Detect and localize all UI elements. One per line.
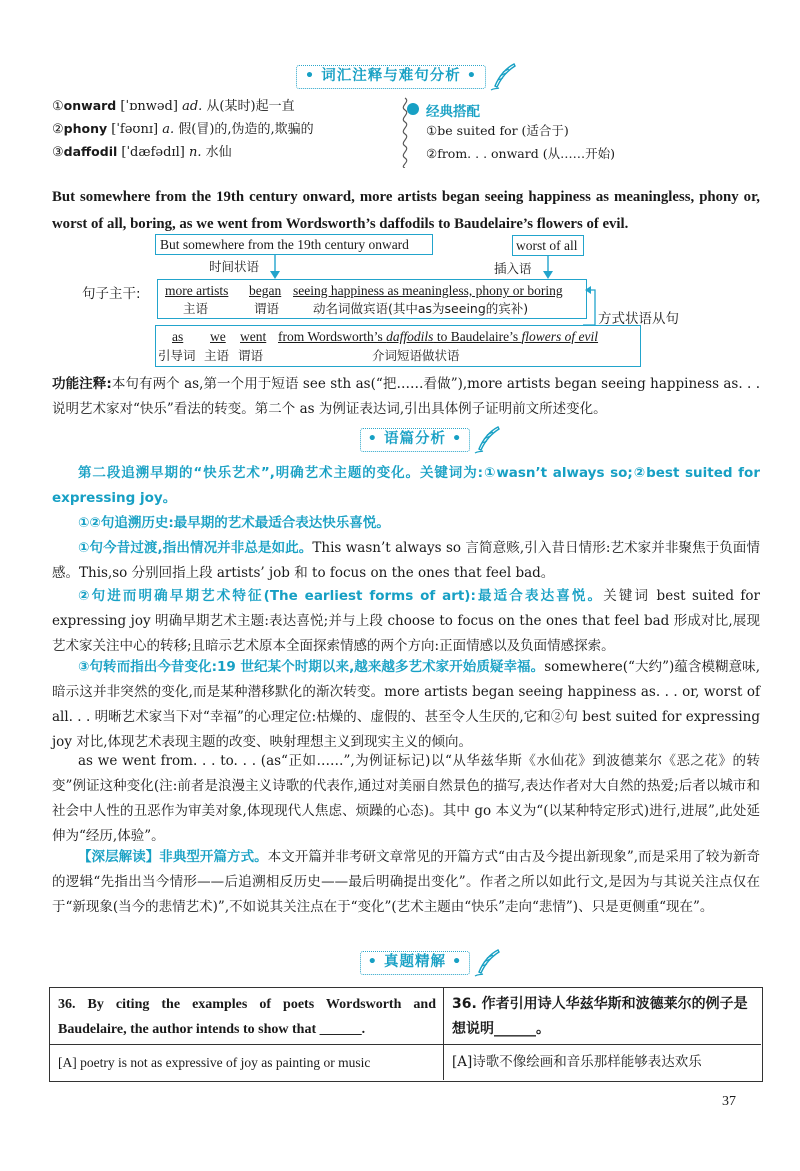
object-label: 动名词做宾语(其中as为seeing的宾补) — [313, 301, 529, 316]
went-label: 谓语 — [238, 348, 264, 363]
verb-text: began — [249, 283, 282, 298]
discourse-p6: 【深层解读】非典型开篇方式。本文开篇并非考研文章常见的开篇方式“由古及今提出新现象”,而是采用了较为新奇的逻辑“先指出当今情形——后追溯相反历史——最后明确提出变化”。作者之所以如此行文,是因为与其说关注点仅在于“新现象(当今的悲情艺术)”,不如说其关注点在于“变化”(艺术主题由“快乐”走向“悲情”)、只是更侧重“现在”。 — [52, 849, 761, 915]
table-vertical-divider — [443, 988, 444, 1080]
subject-text: more artists — [165, 283, 229, 298]
question-section-header — [0, 948, 800, 978]
collocation-title: 经典搭配 — [426, 104, 480, 120]
question-en: 36. By citing the examples of poets Wordsworth and Baudelaire, the author intends to show that ______. — [58, 997, 436, 1037]
discourse-intro: 第二段追溯早期的“快乐艺术”,明确艺术主题的变化。关键词为:①wasn’t always so;②best suited for expressing joy。 — [52, 465, 760, 506]
subject-label: 主语 — [183, 301, 209, 316]
vocab-item: ②phony [ˈfəʊnɪ] a. 假(冒)的,伪造的,欺骗的 — [52, 121, 314, 137]
time-adverbial-text: But somewhere from the 19th century onward — [160, 237, 409, 252]
vocab-section-title: • 词汇注释与难句分析 • — [296, 65, 486, 89]
adverbial-clause-label: 方式状语从句 — [598, 311, 679, 327]
question-section-title: • 真题精解 • — [360, 951, 470, 975]
object-text: seeing happiness as meaningless, phony or boring — [293, 283, 563, 298]
answer-option-en: [A] poetry is not as expressive of joy as painting or music — [58, 1055, 371, 1070]
table-horizontal-divider — [50, 1044, 761, 1045]
went-text: went — [240, 329, 267, 344]
we-label: 主语 — [204, 348, 230, 363]
quill-pen-icon — [472, 425, 502, 455]
diagram-arrows — [0, 0, 800, 380]
parenthesis-label: 插入语 — [494, 261, 532, 276]
main-sentence: But somewhere from the 19th century onward, more artists began seeing happiness as meaningless, phony or, worst of all, boring, as we went from Wordsworth’s daffodils to Baudelaire’s flowers of evil. — [52, 189, 760, 232]
collocation-item: ②from. . . onward (从……开始) — [426, 146, 615, 161]
as-text: as — [172, 329, 184, 344]
from-phrase-text: from Wordsworth’s daffodils to Baudelaire’s flowers of evil — [278, 329, 599, 344]
vocab-item: ③daffodil [ˈdæfədɪl] n. 水仙 — [52, 144, 232, 160]
verb-label: 谓语 — [254, 301, 280, 316]
question-zh: 36. 作者引用诗人华兹华斯和波德莱尔的例子是想说明______。 — [452, 996, 748, 1037]
discourse-p3: ②句进而明确早期艺术特征(The earliest forms of art):最适合表达喜悦。关键词 best suited for expressing joy 明确早期艺术主题:表达喜悦;并与上段 choose to focus on the ones that feel bad 形成对比,展现艺术家关注中心的转移;且暗示艺术原本全面探索情感的两个方向:正面情感以及负面情感探索。 — [52, 588, 760, 654]
answer-option-zh: [A]诗歌不像绘画和音乐那样能够表达欢乐 — [452, 1054, 702, 1070]
from-phrase-label: 介词短语做状语 — [372, 348, 460, 363]
discourse-section-title: • 语篇分析 • — [360, 428, 470, 452]
discourse-section-header — [0, 425, 800, 455]
we-text: we — [210, 329, 226, 344]
as-label: 引导词 — [158, 348, 196, 363]
discourse-p5: as we went from. . . to. . . (as“正如……”,为例证标记)以“从华兹华斯《水仙花》到波德莱尔《恶之花》的转变”例证这种变化(注:前者是浪漫主义诗歌的代表作,通过对美丽自然景色的描写,表达作者对大自然的热爱;后者以城市和社会中人性的丑恶作为审美对象,体现现代人焦虑、烦躁的心态)。其中 go 本义为“(以某种特定形式)进行,进展”,此处延伸为“经历,体验”。 — [52, 753, 760, 844]
discourse-p4: ③句转而指出今昔变化:19 世纪某个时期以来,越来越多艺术家开始质疑幸福。somewhere(“大约”)蕴含模糊意味,暗示这并非突然的变化,而是某种潜移默化的渐次转变。more artists began seeing happiness as. . . or, worst of all. . . 明晰艺术家当下对“幸福”的心理定位:枯燥的、虚假的、甚至令人生厌的,它和②句 best suited for expressing joy 对比,体现艺术表现主题的改变、映射理想主义到现实主义的倾向。 — [52, 659, 761, 750]
function-note: 功能注释:本句有两个 as,第一个用于短语 see sth as(“把……看做”),more artists began seeing happiness as. . . 说明艺术家对“快乐”看法的转变。第二个 as 为例证表达词,引出具体例子证明前文所述变化。 — [52, 376, 760, 417]
main-clause-label: 句子主干: — [82, 286, 141, 302]
quill-pen-icon — [472, 948, 502, 978]
question-table — [49, 987, 763, 1082]
collocation-item: ①be suited for (适合于) — [426, 123, 569, 138]
parenthesis-text: worst of all — [516, 238, 578, 253]
time-adverbial-label: 时间状语 — [209, 259, 260, 274]
page-number: 37 — [722, 1094, 736, 1109]
discourse-p2: ①句今昔过渡,指出情况并非总是如此。This wasn’t always so 言简意赅,引入昔日情形:艺术家并非聚焦于负面情感。This,so 分别回指上段 artists’ job 和 to focus on the ones that feel bad。 — [52, 540, 760, 581]
vocab-item: ①onward [ˈɒnwəd] ad. 从(某时)起一直 — [52, 98, 295, 114]
discourse-p1: ①②句追溯历史:最早期的艺术最适合表达快乐喜悦。 — [78, 515, 390, 531]
